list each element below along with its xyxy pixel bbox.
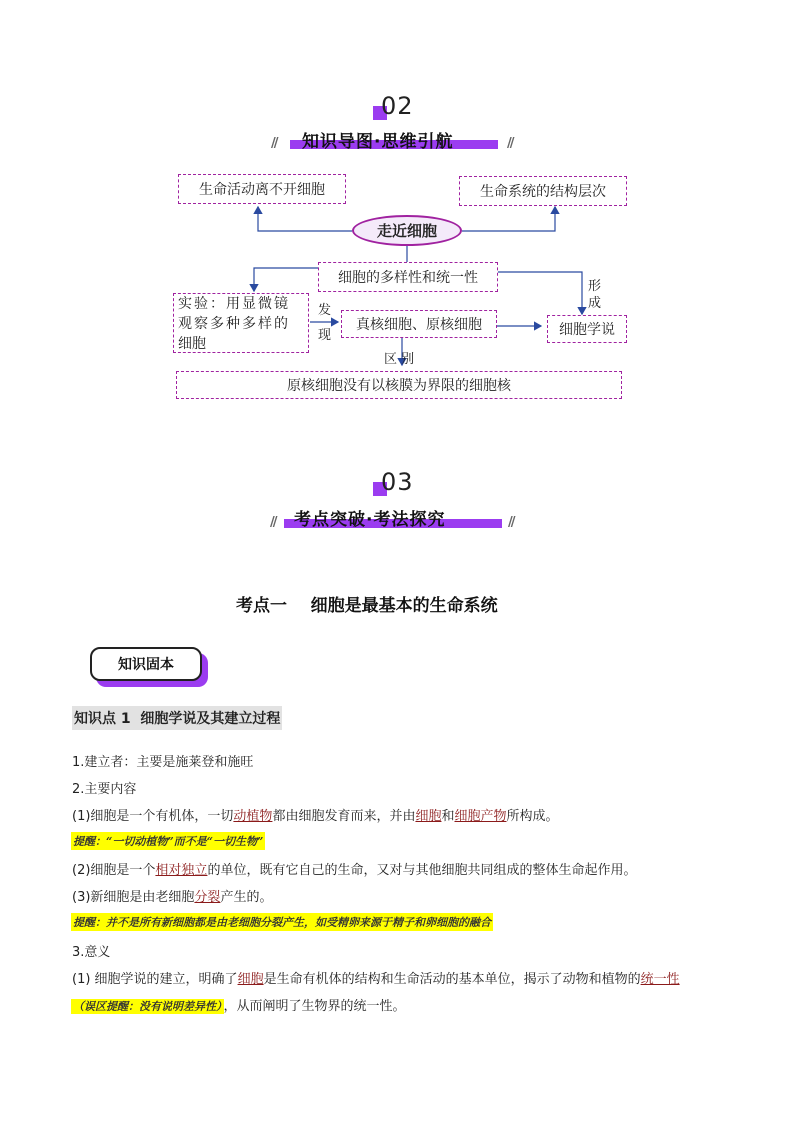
tip-highlight: 提醒：“一切动植物”而不是“一切生物” [71,832,265,850]
text: (1)细胞是一个有机体，一切 [72,809,234,824]
text: 的单位，既有它自己的生命，又对与其他细胞共同组成的整体生命起作用。 [207,863,637,878]
knowledge-point-title: 知识点 1 细胞学说及其建立过程 [72,706,282,730]
line-main-content: 2.主要内容 [72,782,137,797]
connector-to-experiment [254,268,318,291]
section-title: 知识导图·思维引航 [302,132,454,152]
line-content-3 [72,886,272,905]
text: (1) 细胞学说的建立，明确了 [72,972,238,987]
line-content-1 [72,805,559,824]
text: 和 [441,809,455,824]
mindmap-node-top-right: 生命系统的结构层次 [459,176,627,206]
section-number: 03 [381,468,414,496]
text: (3)新细胞是由老细胞 [72,890,195,905]
connector-left [258,207,352,231]
answer-underlined: 相对独立 [155,863,208,878]
slash-decor-right: // [507,136,513,151]
connector-right [462,207,555,231]
experiment-line-3: 细胞 [178,336,206,352]
mindmap-node-top-left: 生命活动离不开细胞 [178,174,346,204]
slash-decor-left: // [271,136,277,151]
tip-highlight: （误区提醒：没有说明差异性） [73,1000,222,1013]
mindmap-node-cells: 真核细胞、原核细胞 [341,310,497,338]
text: ，从而阐明了生物界的统一性。 [223,999,406,1014]
text: (2)细胞是一个 [72,863,156,878]
label-discover-2: 现 [318,328,332,343]
text: 产生的。 [220,890,273,905]
mindmap-center-node: 走近细胞 [352,215,462,246]
text: 都由细胞发育而来，并由 [272,809,416,824]
answer-underlined: 细胞产物 [454,809,507,824]
line-significance: 3.意义 [72,945,111,960]
line-significance-1 [72,968,680,987]
answer-underlined: 分裂 [194,890,221,905]
label-difference: 区 别 [384,352,415,367]
text: 所构成。 [506,809,559,824]
line-founders: 1.建立者：主要是施莱登和施旺 [72,755,254,770]
connector-to-theory [498,272,582,314]
experiment-line-2: 观察多种多样的 [178,316,290,332]
answer-underlined: 统一性 [640,972,680,987]
answer-underlined: 动植物 [233,809,273,824]
slash-decor-right: // [508,515,514,530]
section-number: 02 [381,92,414,120]
mindmap-node-bottom: 原核细胞没有以核膜为界限的细胞核 [176,371,622,399]
tip-highlight: 提醒：并不是所有新细胞都是由老细胞分裂产生，如受精卵来源于精子和卵细胞的融合 [71,913,493,931]
label-form-1: 形 [588,279,602,294]
mindmap-node-experiment [173,293,309,353]
experiment-line-1: 实验：用显微镜 [178,296,290,312]
line-content-2 [72,859,636,878]
answer-underlined: 细胞 [237,972,264,987]
answer-underlined: 细胞 [415,809,442,824]
mindmap-node-theory: 细胞学说 [547,315,627,343]
line-significance-2 [71,995,406,1014]
slash-decor-left: // [270,515,276,530]
section-title: 考点突破·考法探究 [294,510,446,530]
mindmap-node-diversity: 细胞的多样性和统一性 [318,262,498,292]
label-form-2: 成 [588,296,602,311]
label-discover-1: 发 [318,303,332,318]
knowledge-badge: 知识固本 [90,647,202,681]
text: 是生命有机体的结构和生命活动的基本单位，揭示了动物和植物的 [263,972,641,987]
exam-point-title: 考点一 细胞是最基本的生命系统 [236,596,498,616]
